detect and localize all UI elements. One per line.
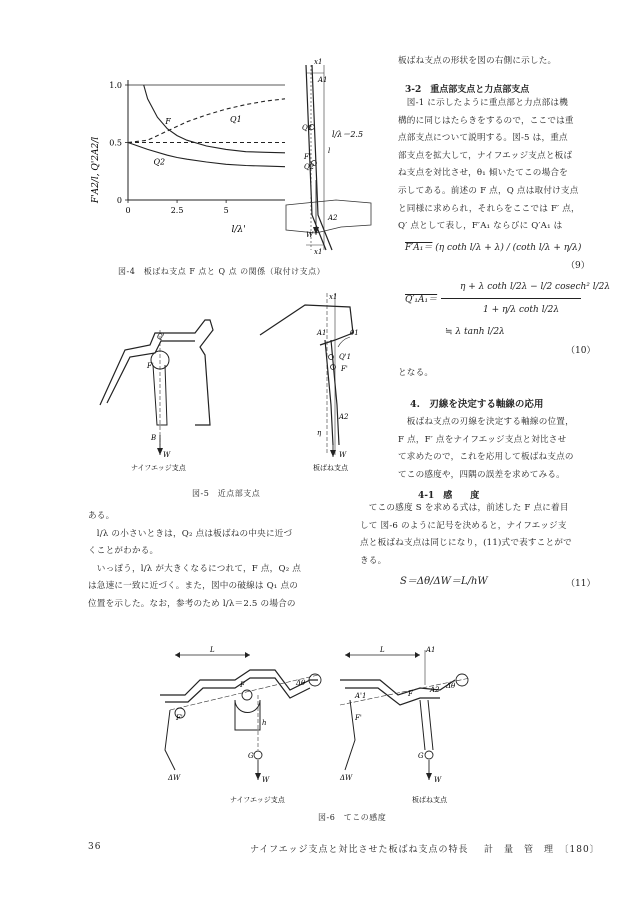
fig5-right-sub: 板ばね支点 — [313, 464, 348, 472]
fig6-label: F' — [355, 714, 362, 722]
diagram-label: l/λ＝2.5 — [332, 130, 364, 139]
fig6-label: W — [434, 776, 442, 784]
text-line: 板ばね支点の刃線を決定する軸線の位置， — [398, 417, 574, 427]
fig6-label: ΔW — [340, 774, 353, 782]
fig6-label: F — [240, 681, 245, 689]
fig6-label: A'1 — [355, 692, 367, 700]
section-3-2-heading: 3-2 重点部支点と力点部支点 — [405, 85, 530, 95]
section-4-heading: 4. 刃線を決定する軸線の応用 — [410, 399, 544, 410]
text-line: て求めたので，これを応用して板ばね支点の — [398, 452, 574, 463]
fig6-label: A1 — [426, 646, 436, 654]
fig5-label: W — [163, 451, 171, 459]
section-4-1-heading: 4-1 感 度 — [418, 491, 480, 501]
fig6-label: W — [262, 776, 270, 784]
fig6-right-sub: 板ばね支点 — [412, 796, 447, 804]
fig6-label: F — [408, 690, 413, 698]
fig5-diagram — [95, 285, 385, 480]
fig6-label: G — [418, 752, 424, 760]
fig6-diagram — [150, 640, 490, 810]
text-line: 点部支点について説明する。図-5 は，重点 — [398, 133, 568, 144]
running-title: ナイフエッジ支点と対比させた板ばね支点の特長 — [250, 845, 469, 855]
fig6-label: G — [248, 752, 254, 760]
equation-10 — [405, 282, 610, 337]
diagram-label: x1 — [314, 58, 323, 66]
eq10-lhs: Q′₁A₁＝ — [405, 295, 438, 305]
text-line: は急速に一致に近づく。また，図中の破線は Q₁ 点の — [88, 581, 299, 592]
diagram-label: W — [306, 231, 314, 239]
text-line: いっぽう，l/λ が大きくなるにつれて，F 点，Q₂ 点 — [88, 563, 302, 574]
right-column-4 — [398, 414, 574, 484]
fig5-label: x1 — [329, 293, 338, 301]
diagram-label: Q2 — [304, 163, 315, 171]
fig6-label: L — [210, 646, 215, 654]
eq9-number: （9） — [566, 261, 590, 271]
series-label: F — [165, 117, 171, 127]
fig6-caption: 図-6 てこの感度 — [318, 813, 387, 822]
fig5-label: F' — [147, 362, 154, 370]
eq10-denominator: 1 + η/λ coth l/2λ — [483, 305, 560, 315]
fig6-label: h — [262, 719, 267, 727]
fraction-bar — [441, 298, 581, 299]
text-line: 示してある。前述の F 点，Q 点は取付け支点 — [398, 185, 579, 196]
text-line: F 点，F′ 点をナイフエッジ支点と対比させ — [398, 434, 567, 445]
fig5-label: η — [317, 429, 322, 437]
eq10-number: （10） — [566, 346, 596, 356]
text-line: ね支点を対比させ，θ₁ 傾いたてこの場合を — [398, 168, 568, 179]
fig5-label: θ1 — [350, 329, 359, 337]
text-line: 図-1 に示したように重点部と力点部は機 — [398, 98, 568, 108]
plot-area — [109, 80, 285, 235]
diagram-label: Q1 — [302, 124, 313, 132]
eq9-rhs: (η coth l/λ + λ) / (coth l/λ + η/λ) — [435, 243, 582, 253]
fig4-caption: 図-4 板ばね支点 F 点と Q 点 の関係（取付け支点） — [118, 267, 326, 276]
x-tick-label: 5 — [223, 206, 229, 215]
fig6-left — [160, 646, 321, 804]
text-line: と同様に求められ，それらをここでは F′ 点， — [398, 203, 580, 214]
text-line: きる。 — [360, 555, 387, 566]
fig6-label: F' — [176, 714, 183, 722]
text-line: 点と板ばね支点は同じになり，(11)式で表すことがで — [360, 538, 572, 549]
series-label: Q2 — [153, 157, 166, 167]
fig5-left-sub: ナイフエッジ支点 — [131, 464, 186, 472]
x-tick-label: 2.5 — [170, 206, 184, 215]
wide-paragraph — [360, 500, 572, 570]
text-line: Q′ 点として表し，F′A₁ ならびに Q′A₁ は — [398, 221, 563, 232]
fig6-label: ΔW — [168, 774, 181, 782]
fig6-right — [339, 646, 470, 804]
fig6-label: A2 — [430, 686, 440, 694]
diagram-label: l — [328, 147, 331, 155]
equation-9 — [405, 240, 581, 253]
eq11-number: （11） — [566, 579, 596, 589]
eq10-numerator: η + λ coth l/2λ − l/2 cosech² l/2λ — [460, 282, 611, 292]
y-tick-label: 1.0 — [109, 81, 122, 90]
text-line: 構的に同じはたらきをするので，ここでは重 — [398, 115, 574, 126]
after-eq10: となる。 — [398, 368, 434, 378]
fig6-label: L — [380, 646, 385, 654]
right-column-3-2 — [398, 95, 580, 236]
fig5-label: A2 — [339, 413, 349, 421]
eq10-approx: ≒ λ tanh l/2λ — [445, 327, 505, 337]
text-line: くことがわかる。 — [88, 546, 159, 557]
diagram-label: x1 — [314, 248, 323, 255]
text-line: 部支点を拡大して，ナイフエッジ支点と板ば — [398, 150, 573, 161]
diagram-label: A2 — [328, 214, 338, 222]
fig5-right — [260, 293, 359, 472]
y-tick-label: 0.5 — [109, 138, 122, 148]
text-line: l/λ の小さいときは，Q₂ 点は板ばねの中央に近づ — [88, 528, 293, 539]
y-tick-label: 0 — [116, 196, 122, 205]
fig4-diagram — [276, 55, 376, 255]
text-line: てこの感度や，四隅の誤差を求めてみる。 — [398, 469, 565, 480]
x-axis-label: l/λ' — [231, 225, 246, 235]
y-axis-label: F'A2/l, Q'2A2/l — [91, 136, 101, 204]
text-line: 板ばね支点の形状を図の右側に示した。 — [398, 56, 557, 66]
eq9-lhs: F′A₁＝ — [405, 243, 433, 253]
fig6-left-sub: ナイフエッジ支点 — [230, 796, 285, 804]
fig4-chart — [80, 55, 300, 245]
fig6-label: Δθ — [296, 679, 306, 687]
left-column — [88, 508, 301, 614]
diagram-label: F' — [304, 153, 311, 161]
text-line: てこの感度 S を求める式は，前述した F 点に着目 — [360, 503, 569, 513]
fig5-label: Q' — [157, 333, 165, 341]
journal-name: 計 量 管 理 〔180〕 — [484, 845, 600, 855]
equation-11: S＝Δθ/ΔW＝L/hW — [400, 576, 488, 587]
fig5-caption: 図-5 近点部支点 — [192, 489, 261, 498]
x-tick-label: 0 — [125, 206, 131, 215]
diagram-label: A1 — [318, 76, 328, 84]
fig5-label: F' — [341, 365, 348, 373]
fig5-label: W — [339, 451, 347, 459]
right-column-top — [398, 53, 556, 71]
text-line: 位置を示した。なお，参考のため l/λ＝2.5 の場合の — [88, 598, 296, 609]
text-line: ある。 — [88, 511, 115, 521]
series-label: Q1 — [230, 114, 242, 124]
page-number: 36 — [88, 842, 102, 852]
fig5-label: B — [151, 434, 157, 442]
fig5-label: A1 — [317, 329, 327, 337]
fig5-left — [100, 320, 213, 472]
text-line: して 図-6 のように記号を決めると，ナイフエッジ支 — [360, 520, 567, 531]
fig6-label: Δθ — [446, 682, 456, 690]
fig5-label: Q'1 — [339, 353, 352, 361]
